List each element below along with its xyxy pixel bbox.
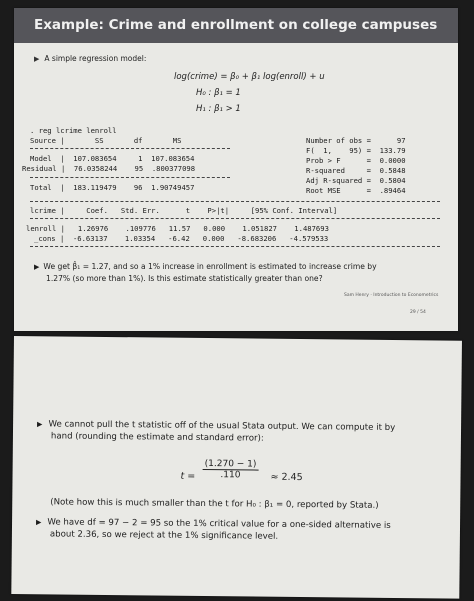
result-note <box>34 261 377 284</box>
fraction-denominator: .110 <box>220 470 241 481</box>
bullet-critical-value-line1: We have df = 97 − 2 = 95 so the 1% critical value for a one-sided alternative is <box>47 517 391 531</box>
t-approx-value: ≈ 2.45 <box>270 471 303 484</box>
bullet-triangle-icon: ▶ <box>36 518 42 527</box>
slide-crime-enrollment <box>14 8 458 331</box>
bullet-triangle-icon: ▶ <box>37 420 43 429</box>
anova-residual-row: Residual | 76.0358244 95 .800377098 <box>22 164 196 173</box>
fraction-numerator: (1.270 − 1) <box>203 459 259 471</box>
coef-lenroll-row: lenroll | 1.26976 .109776 11.57 0.000 1.051827 1.487693 <box>26 224 329 233</box>
result-note-line2: 1.27% (so more than 1%). Is this estimate statistically greater than one? <box>46 274 323 283</box>
stat-adj-r-squared: Adj R-squared = 0.5804 <box>306 176 406 185</box>
slide-t-statistic <box>11 336 462 599</box>
bullet-text: A simple regression model: <box>44 54 147 63</box>
bullet-compute-t <box>37 418 395 446</box>
equation-model: log(crime) = β₀ + β₁ log(enroll) + u <box>174 72 325 82</box>
anova-total-row: Total | 183.119479 96 1.90749457 <box>30 183 195 192</box>
bullet-model <box>34 54 146 63</box>
stat-f: F( 1, 95) = 133.79 <box>306 146 406 155</box>
equation-null-hypothesis: H₀ : β₁ = 1 <box>196 88 241 98</box>
bullet-triangle-icon: ▶ <box>34 55 40 63</box>
bullet-triangle-icon: ▶ <box>34 263 40 271</box>
slide-title: Example: Crime and enrollment on college campuses <box>14 8 458 43</box>
page-number: 29 / 54 <box>410 310 426 315</box>
footer-author: Sam Henry · Introduction to Econometrics <box>344 293 439 298</box>
divider <box>30 177 230 178</box>
equation-alt-hypothesis: H₁ : β₁ > 1 <box>196 104 241 114</box>
coef-cons-row: _cons | -6.63137 1.03354 -6.42 0.000 -8.683206 -4.579533 <box>34 234 329 243</box>
stat-nobs: Number of obs = 97 <box>306 136 406 145</box>
divider <box>30 148 230 149</box>
anova-header: Source | SS df MS <box>30 136 182 145</box>
divider <box>30 201 440 202</box>
stat-r-squared: R-squared = 0.5848 <box>306 166 406 175</box>
stat-root-mse: Root MSE = .89464 <box>306 186 406 195</box>
note-comparison: (Note how this is much smaller than the t for H₀ : β₁ = 0, reported by Stata.) <box>50 497 379 511</box>
bullet-compute-t-line1: We cannot pull the t statistic off of the usual Stata output. We can compute it by <box>48 419 396 433</box>
result-note-line1: We get β̂₁ = 1.27, and so a 1% increase in enrollment is estimated to increase crime by <box>43 262 377 271</box>
t-fraction <box>203 459 259 481</box>
coef-header: lcrime | Coef. Std. Err. t P>|t| [95% Conf. Interval] <box>30 206 338 215</box>
divider <box>30 246 440 247</box>
anova-model-row: Model | 107.083654 1 107.083654 <box>30 154 195 163</box>
t-label: t = <box>180 470 196 482</box>
stat-prob-f: Prob > F = 0.0000 <box>306 156 406 165</box>
bullet-critical-value <box>36 516 391 544</box>
bullet-critical-value-line2: about 2.36, so we reject at the 1% significance level. <box>49 529 279 542</box>
stata-command: . reg lcrime lenroll <box>30 126 117 135</box>
divider <box>30 218 440 219</box>
bullet-compute-t-line2: hand (rounding the estimate and standard error): <box>50 431 264 444</box>
